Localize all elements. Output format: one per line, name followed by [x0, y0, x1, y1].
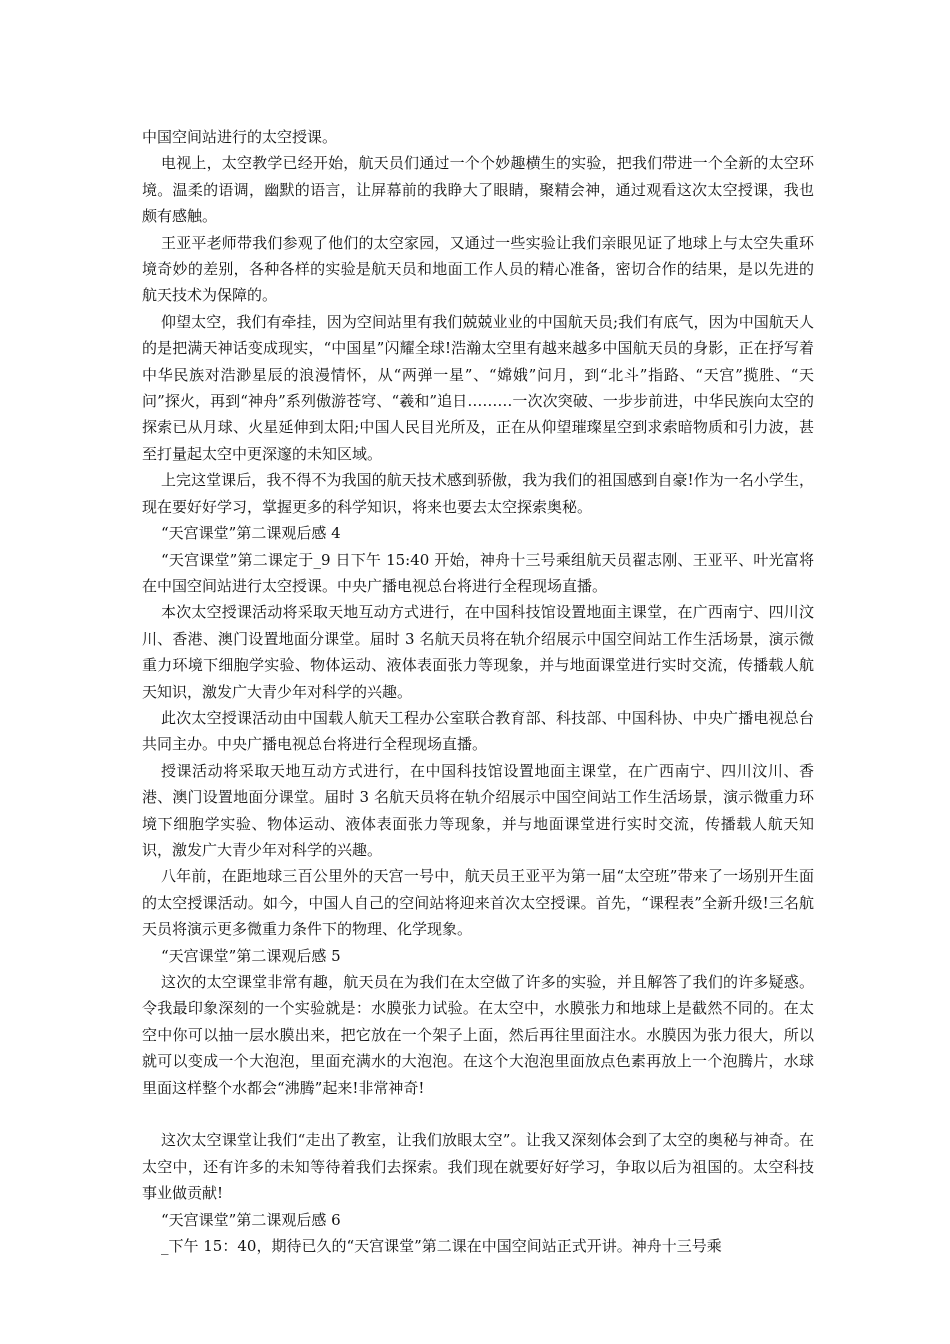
paragraph: 此次太空授课活动由中国载人航天工程办公室联合教育部、科技部、中国科协、中央广播电视总台共同主办。中央广播电视总台将进行全程现场直播。 — [142, 708, 814, 754]
section-heading: “天宫课堂”第二课观后感 4 — [161, 524, 341, 543]
section-heading: “天宫课堂”第二课观后感 5 — [161, 946, 341, 965]
paragraph: _下午 15：40，期待已久的“天宫课堂”第二课在中国空间站正式开讲。神舟十三号乘 — [161, 1237, 722, 1256]
document-page — [142, 124, 814, 1259]
paragraph: 这次太空课堂让我们“走出了教室，让我们放眼太空”。让我又深刻体会到了太空的奥秘与神奇。在太空中，还有许多的未知等待着我们去探索。我们现在就要好好学习，争取以后为祖国的。太空科技事业做贡献! — [142, 1131, 814, 1203]
paragraph: 本次太空授课活动将采取天地互动方式进行，在中国科技馆设置地面主课堂，在广西南宁、四川汶川、香港、澳门设置地面分课堂。届时 3 名航天员将在轨介绍展示中国空间站工作生活场景，演示微重力环境下细胞学实验、物体运动、液体表面张力等现象，并与地面课堂进行实时交流，传播载人航天知识，激发广大青少年对科学的兴趣。 — [142, 603, 814, 701]
paragraph: “天宫课堂”第二课定于_9 日下午 15:40 开始，神舟十三号乘组航天员翟志刚、王亚平、叶光富将在中国空间站进行太空授课。中央广播电视总台将进行全程现场直播。 — [142, 550, 814, 595]
paragraph: 电视上，太空教学已经开始，航天员们通过一个个妙趣横生的实验，把我们带进一个全新的太空环境。温柔的语调，幽默的语言，让屏幕前的我睁大了眼睛，聚精会神，通过观看这次太空授课，我也颇有感触。 — [142, 154, 814, 226]
paragraph: 中国空间站进行的太空授课。 — [142, 128, 338, 146]
paragraph: 八年前，在距地球三百公里外的天宫一号中，航天员王亚平为第一届“太空班”带来了一场别开生面的太空授课活动。如今，中国人自己的空间站将迎来首次太空授课。首先，“课程表”全新升级!三名航天员将演示更多微重力条件下的物理、化学现象。 — [142, 867, 814, 939]
paragraph: 仰望太空，我们有牵挂，因为空间站里有我们兢兢业业的中国航天员;我们有底气，因为中国航天人的是把满天神话变成现实，“中国星”闪耀全球!浩瀚太空里有越来越多中国航天员的身影，正在抒写着中华民族对浩渺星辰的浪漫情怀，从“两弹一星”、“嫦娥”问月，到“北斗”指路、“天宫”揽胜、“天问”探火，再到“神舟”系列傲游苍穹、“羲和”追日………一次次突破、一步步前进，中华民族向太空的探索已从月球、火星延伸到太阳;中国人民目光所及，正在从仰望璀璨星空到求索暗物质和引力波，甚至打量起太空中更深邃的未知区域。 — [142, 312, 814, 463]
paragraph: 王亚平老师带我们参观了他们的太空家园，又通过一些实验让我们亲眼见证了地球上与太空失重环境奇妙的差别，各种各样的实验是航天员和地面工作人员的精心准备，密切合作的结果，是以先进的航天技术为保障的。 — [142, 233, 814, 305]
blank-line — [142, 1101, 814, 1127]
paragraph: 授课活动将采取天地互动方式进行，在中国科技馆设置地面主课堂，在广西南宁、四川汶川、香港、澳门设置地面分课堂。届时 3 名航天员将在轨介绍展示中国空间站工作生活场景，演示微重力环境下细胞学实验、物体运动、液体表面张力等现象，并与地面课堂进行实时交流，传播载人航天知识，激发广大青少年对科学的兴趣。 — [142, 761, 814, 859]
paragraph: 上完这堂课后，我不得不为我国的航天技术感到骄傲，我为我们的祖国感到自豪!作为一名小学生，现在要好好学习，掌握更多的科学知识，将来也要去太空探索奥秘。 — [142, 471, 814, 516]
paragraph: 这次的太空课堂非常有趣，航天员在为我们在太空做了许多的实验，并且解答了我们的许多疑惑。令我最印象深刻的一个实验就是：水膜张力试验。在太空中，水膜张力和地球上是截然不同的。在太空中你可以抽一层水膜出来，把它放在一个架子上面，然后再往里面注水。水膜因为张力很大，所以就可以变成一个大泡泡，里面充满水的大泡泡。在这个大泡泡里面放点色素再放上一个泡腾片，水球里面这样整个水都会“沸腾”起来!非常神奇! — [142, 973, 814, 1097]
section-heading: “天宫课堂”第二课观后感 6 — [161, 1210, 341, 1229]
